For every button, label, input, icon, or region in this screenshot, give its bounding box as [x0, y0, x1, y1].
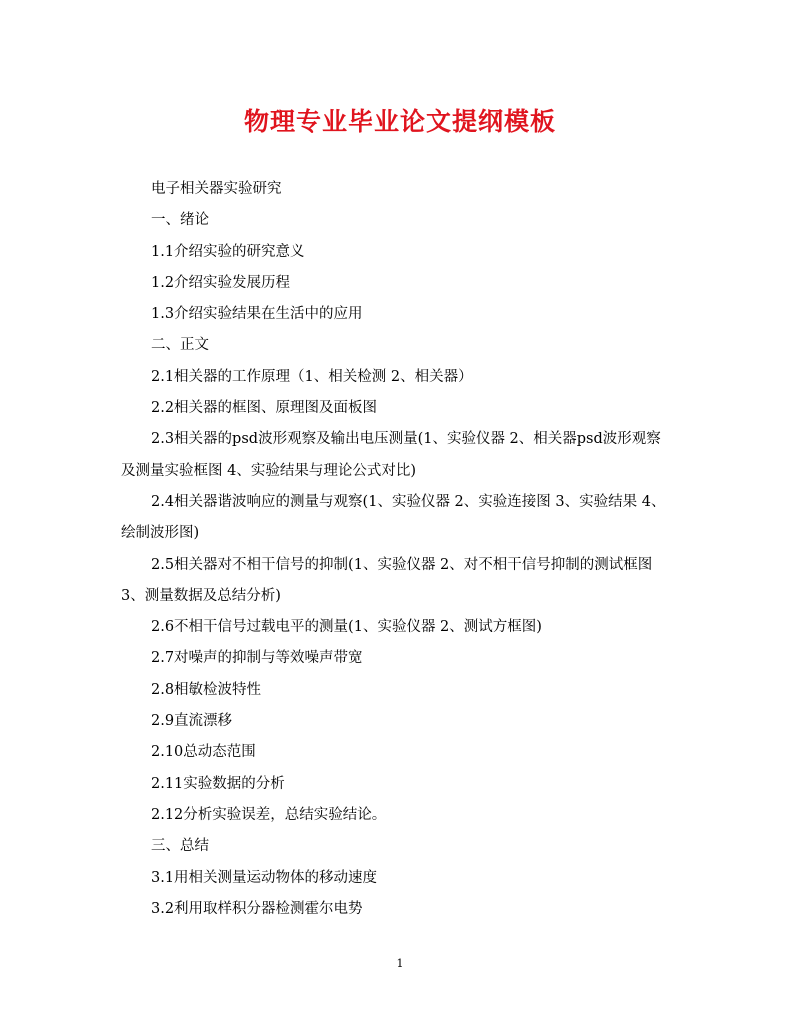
paragraph: 2.11实验数据的分析 [151, 775, 285, 792]
paragraph: 2.5相关器对不相干信号的抑制(1、实验仪器 2、对不相干信号抑制的测试框图 3、测量数据及总结分析) [121, 556, 653, 604]
paragraph: 2.2相关器的框图、原理图及面板图 [151, 400, 378, 417]
paragraph: 1.1介绍实验的研究意义 [151, 243, 305, 260]
paragraph: 3.1用相关测量运动物体的移动速度 [151, 869, 378, 886]
document-body [121, 174, 673, 925]
paragraph: 1.3介绍实验结果在生活中的应用 [151, 306, 363, 323]
paragraph: 2.4相关器谐波响应的测量与观察(1、实验仪器 2、实验连接图 3、实验结果 4、绘制波形图) [121, 493, 666, 542]
paragraph: 2.9直流漂移 [151, 713, 233, 730]
paragraph: 2.7对噪声的抑制与等效噪声带宽 [151, 650, 363, 667]
paragraph: 1.2介绍实验发展历程 [151, 274, 291, 291]
paragraph: 2.10总动态范围 [151, 744, 256, 761]
paragraph: 2.12分析实验误差，总结实验结论。 [151, 806, 387, 823]
page-number: 1 [396, 957, 404, 970]
section-heading: 二、正文 [151, 337, 209, 354]
paragraph: 电子相关器实验研究 [151, 181, 282, 197]
section-heading: 三、总结 [151, 838, 209, 855]
paragraph: 3.2利用取样积分器检测霍尔电势 [151, 900, 363, 917]
paragraph: 2.6不相干信号过载电平的测量(1、实验仪器 2、测试方框图) [151, 619, 542, 636]
paragraph: 2.3相关器的psd波形观察及输出电压测量(1、实验仪器 2、相关器psd波形观察及测量实验框图 4、实验结果与理论公式对比) [121, 431, 661, 479]
section-heading: 一、绪论 [151, 212, 209, 229]
paragraph: 2.8相敏检波特性 [151, 681, 262, 698]
paragraph: 2.1相关器的工作原理（1、相关检测 2、相关器） [151, 368, 473, 385]
document-title: 物理专业毕业论文提纲模板 [243, 107, 556, 136]
